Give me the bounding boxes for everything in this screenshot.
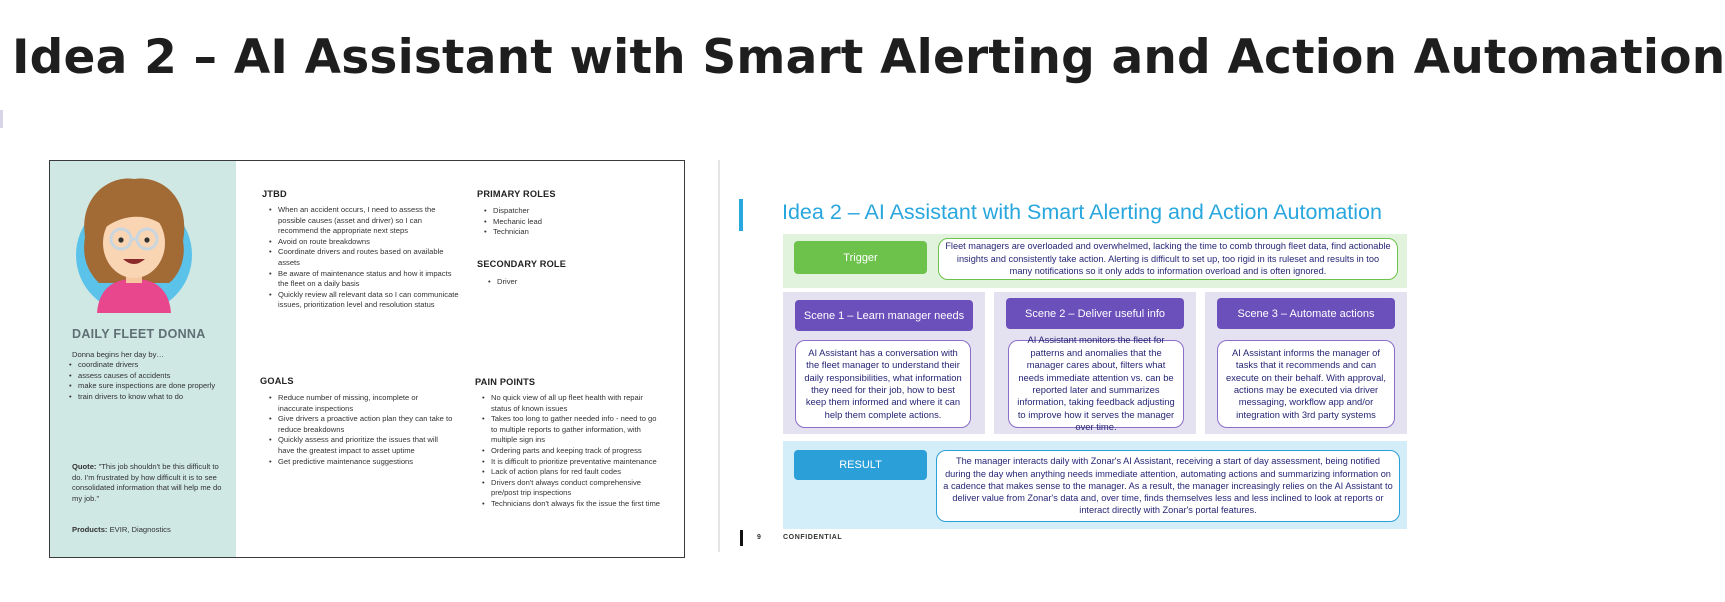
goals-list <box>278 393 454 467</box>
scene-1-label: Scene 1 – Learn manager needs <box>795 300 973 331</box>
concept-slide <box>723 160 1443 552</box>
list-item: • Give drivers a proactive action plan they can take to reduce breakdowns <box>278 414 454 435</box>
persona-quote <box>72 462 228 504</box>
trigger-text: Fleet managers are overloaded and overwhelmed, lacking the time to comb through fleet data, find actionable insights and consistently take action. Alerting is difficult to set up, too rigid in its ruleset and results in too many notifications so it only adds to information overload and is often ignored. <box>938 238 1398 280</box>
footer-confidential: CONFIDENTIAL <box>783 534 843 541</box>
scene-2-band <box>994 292 1196 434</box>
products-value: EVIR, Diagnostics <box>109 525 171 534</box>
result-label: RESULT <box>794 450 927 480</box>
secondary-role-heading: SECONDARY ROLE <box>477 259 567 269</box>
primary-roles-heading: PRIMARY ROLES <box>477 189 556 199</box>
jtbd-heading: JTBD <box>262 189 287 199</box>
pain-points-heading: PAIN POINTS <box>475 377 536 387</box>
result-text: The manager interacts daily with Zonar's AI Assistant, receiving a start of day assessment, being notified during the day when anything needs immediate attention, automating actions and summarizing information on a cadence that makes sense to the manager. As a result, the manager increasingly relies on the AI Assistant to deliver value from Zonar's data and, over time, finds themselves less and less inclined to look at reports or interact directly with Zonar's portal features. <box>936 450 1400 522</box>
persona-intro: Donna begins her day by… <box>72 350 165 359</box>
list-item: • Drivers don't always conduct comprehensive pre/post trip inspections <box>491 478 663 499</box>
secondary-role-list <box>497 277 647 288</box>
list-item: • Reduce number of missing, incomplete or inaccurate inspections <box>278 393 454 414</box>
list-item: • Avoid on route breakdowns <box>278 237 460 248</box>
scene-3-band <box>1205 292 1407 434</box>
result-band <box>783 441 1407 529</box>
list-item: • Technician <box>493 227 643 238</box>
trigger-band <box>783 234 1407 288</box>
scene-1-text: AI Assistant has a conversation with the fleet manager to understand their daily responsibilities, what information they need for their job, how to best keep them informed and where it can help them complete actions. <box>795 340 971 428</box>
scene-3-text: AI Assistant informs the manager of tasks that it recommends and can execute on their behalf. With approval, actions may be executed via driver messaging, workflow app and/or integration with 3rd party systems <box>1217 340 1395 428</box>
persona-products <box>72 525 228 536</box>
persona-avatar-icon <box>71 175 197 315</box>
list-item: • coordinate drivers <box>78 360 228 371</box>
quote-text: "This job shouldn't be this difficult to do. I'm frustrated by how difficult it is to see consolidated information that will help me do my job." <box>72 462 222 503</box>
list-item: • It is difficult to prioritize preventative maintenance <box>491 457 663 468</box>
slide-left-edge <box>718 160 720 552</box>
list-item: • Ordering parts and keeping track of progress <box>491 446 663 457</box>
persona-name: DAILY FLEET DONNA <box>72 327 206 341</box>
scene-1-band <box>783 292 985 434</box>
quote-label: Quote: <box>72 462 97 471</box>
list-item: • Lack of action plans for red fault codes <box>491 467 663 478</box>
scene-3-label: Scene 3 – Automate actions <box>1217 298 1395 329</box>
list-item: • make sure inspections are done properly <box>78 381 228 392</box>
list-item: • train drivers to know what to do <box>78 392 228 403</box>
persona-day-list <box>78 360 228 402</box>
list-item: • Be aware of maintenance status and how it impacts the fleet on a daily basis <box>278 269 460 290</box>
persona-sidebar <box>50 161 236 557</box>
footer-page-number: 9 <box>757 534 761 541</box>
primary-roles-list <box>493 206 643 238</box>
list-item: • Coordinate drivers and routes based on available assets <box>278 247 460 268</box>
list-item: • Mechanic lead <box>493 217 643 228</box>
jtbd-list <box>278 205 460 311</box>
scene-2-text: AI Assistant monitors the fleet for patterns and anomalies that the manager cares about, filters what needs immediate attention vs. can be reported later and summarizes information, taking feedback adjusting to improve how it serves the manager over time. <box>1008 340 1184 428</box>
list-item: • No quick view of all up fleet health with repair status of known issues <box>491 393 663 414</box>
pain-points-list <box>491 393 663 510</box>
list-item: • Get predictive maintenance suggestions <box>278 457 454 468</box>
persona-card <box>49 160 685 558</box>
title-accent-bar <box>739 199 743 231</box>
goals-heading: GOALS <box>260 376 294 386</box>
footer-bar <box>740 530 743 546</box>
page-title: Idea 2 – AI Assistant with Smart Alerting and Action Automation <box>12 30 1725 85</box>
trigger-label: Trigger <box>794 241 927 274</box>
list-item: • assess causes of accidents <box>78 371 228 382</box>
edge-marker <box>0 110 3 128</box>
products-label: Products: <box>72 525 108 534</box>
list-item: • Driver <box>497 277 647 288</box>
list-item: • Quickly assess and prioritize the issues that will have the greatest impact to asset uptime <box>278 435 454 456</box>
scene-2-label: Scene 2 – Deliver useful info <box>1006 298 1184 329</box>
list-item: • Dispatcher <box>493 206 643 217</box>
list-item: • Quickly review all relevant data so I can communicate issues, prioritization level and resolution status <box>278 290 460 311</box>
list-item: • When an accident occurs, I need to assess the possible causes (asset and driver) so I can recommend the appropriate next steps <box>278 205 460 237</box>
list-item: • Technicians don't always fix the issue the first time <box>491 499 663 510</box>
slide-title: Idea 2 – AI Assistant with Smart Alerting and Action Automation <box>782 200 1382 224</box>
list-item: • Takes too long to gather needed info - need to go to multiple reports to gather information, with multiple sign ins <box>491 414 663 446</box>
